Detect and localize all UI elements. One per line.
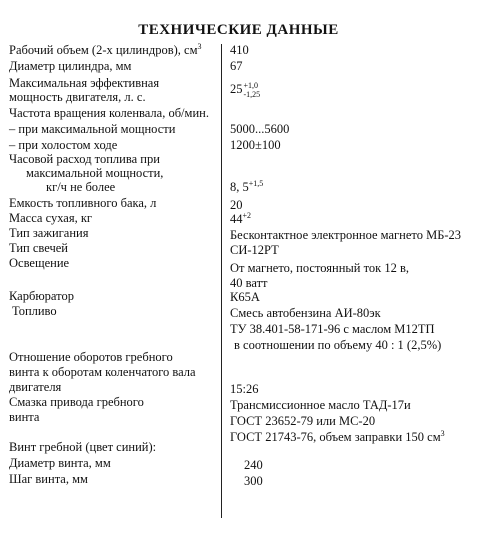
value-power: 25 +1,0 -1,25 — [230, 81, 261, 99]
value-lighting-2: 40 ватт — [230, 276, 268, 290]
value-rpm-max: 5000...5600 — [230, 122, 290, 136]
value-gear-ratio: 15:26 — [230, 382, 259, 396]
value-bore: 67 — [230, 59, 243, 73]
value-lubrication-1: Трансмиссионное масло ТАД-17и — [230, 398, 411, 412]
label-gear-ratio-2: винта к оборотам коленчатого вала — [9, 365, 196, 379]
label-volume: Рабочий объем (2-х цилиндров), $см^3$ — [9, 41, 202, 57]
value-fuel-consumption-sup: +1,5 — [248, 178, 264, 188]
label-propeller: Винт гребной (цвет синий): — [9, 440, 157, 454]
value-carburetor: К65А — [230, 290, 260, 304]
value-plugs: СИ-12РТ — [230, 243, 279, 257]
label-propeller-diameter: Диаметр винта, мм — [9, 456, 111, 470]
value-volume: 410 — [230, 43, 249, 57]
column-divider — [221, 44, 222, 518]
value-tank: 20 — [230, 198, 243, 212]
label-volume-sup: 3 — [197, 41, 202, 51]
label-mass: Масса сухая, кг — [9, 211, 93, 225]
value-mass: $44^{+2}$ — [230, 210, 252, 226]
label-bore: Диаметр цилиндра, мм — [9, 59, 132, 73]
value-fuel-3: в соотношении по объему 40 : 1 (2,5%) — [234, 338, 442, 352]
value-rpm-idle: 1200±100 — [230, 138, 281, 152]
label-rpm-idle: – при холостом ходе — [9, 138, 118, 152]
label-gear-ratio-1: Отношение оборотов гребного — [9, 350, 173, 364]
value-lubrication-3-sup: 3 — [440, 428, 445, 438]
label-lighting: Освещение — [9, 256, 70, 270]
label-lubrication-2: винта — [9, 410, 40, 424]
value-propeller-diameter: 240 — [244, 458, 263, 472]
value-lighting-1: От магнето, постоянный ток 12 в, — [230, 261, 409, 275]
value-fuel-consumption: 8, $5^{+1,5}$ — [230, 178, 264, 194]
label-rpm: Частота вращения коленвала, об/мин. — [9, 106, 209, 120]
label-propeller-pitch: Шаг винта, мм — [9, 472, 88, 486]
label-fuel-consumption-1: Часовой расход топлива при — [9, 152, 160, 166]
value-fuel-1: Смесь автобензина АИ-80эк — [230, 306, 381, 320]
label-ignition: Тип зажигания — [9, 226, 89, 240]
value-mass-sup: +2 — [242, 210, 252, 220]
value-propeller-pitch: 300 — [244, 474, 263, 488]
label-lubrication-1: Смазка привода гребного — [9, 395, 144, 409]
value-power-tolerance-lower: -1,25 — [243, 90, 261, 99]
label-fuel-consumption-2: максимальной мощности, — [26, 166, 164, 180]
label-carburetor: Карбюратор — [9, 289, 74, 303]
label-fuel: Топливо — [12, 304, 57, 318]
label-rpm-max: – при максимальной мощности — [9, 122, 176, 136]
value-ignition: Бесконтактное электронное магнето МБ-23 — [230, 228, 462, 242]
label-plugs: Тип свечей — [9, 241, 68, 255]
label-fuel-consumption-3: кг/ч не более — [46, 180, 116, 194]
page-title: ТЕХНИЧЕСКИЕ ДАННЫЕ — [138, 22, 339, 38]
value-lubrication-2: ГОСТ 23652-79 или МС-20 — [230, 414, 376, 428]
value-power-tolerance-upper: +1,0 — [243, 81, 259, 90]
label-power-2: мощность двигателя, л. с. — [9, 90, 146, 104]
value-fuel-2: ТУ 38.401-58-171-96 с маслом М12ТП — [230, 322, 435, 336]
value-lubrication-3: ГОСТ 21743-76, объем заправки 150 $см^3$ — [230, 428, 445, 444]
label-tank: Емкость топливного бака, л — [9, 196, 157, 210]
label-gear-ratio-3: двигателя — [9, 380, 62, 394]
label-power-1: Максимальная эффективная — [9, 76, 160, 90]
